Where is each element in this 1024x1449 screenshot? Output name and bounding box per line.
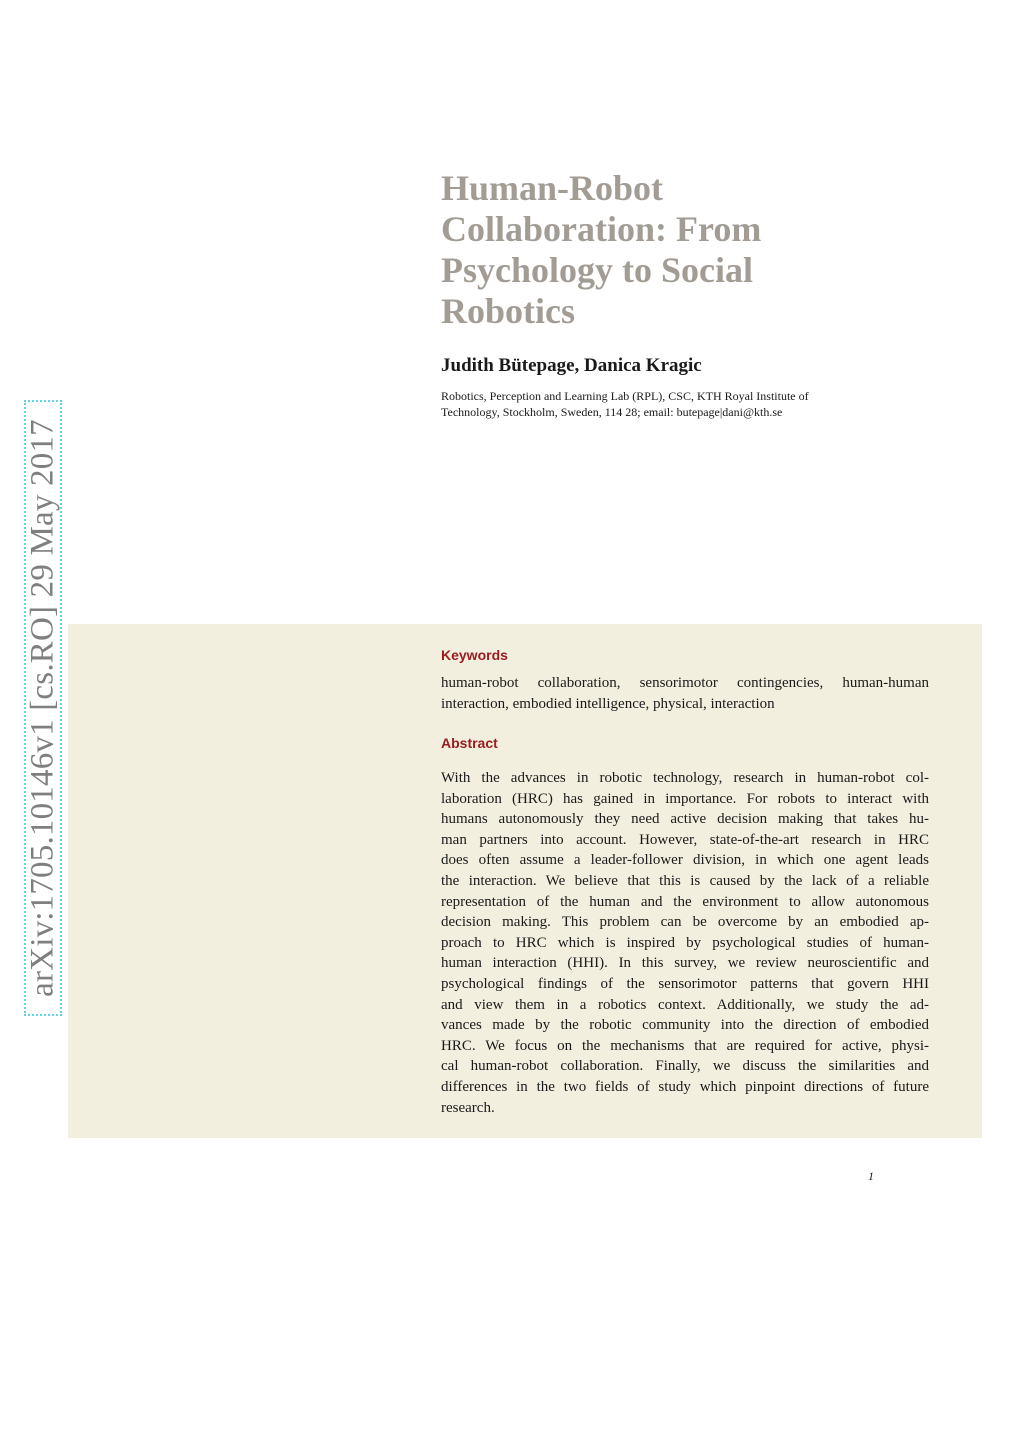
abstract-heading: Abstract [441,735,498,751]
abstract-line: laboration (HRC) has gained in importance. For robots to interact with [441,790,929,807]
abstract-line: human interaction (HHI). In this survey, we review neuroscientific and [441,955,929,972]
abstract-line: and view them in a robotics context. Additionally, we study the ad- [441,996,929,1013]
abstract-line: cal human-robot collaboration. Finally, we discuss the similarities and [441,1058,929,1075]
abstract-line: representation of the human and the environment to allow autonomous [441,893,929,910]
title-line: Collaboration: From [441,209,762,249]
keywords-text [441,673,929,714]
arxiv-identifier: arXiv:1705.10146v1 [cs.RO] 29 May 2017 [24,419,61,997]
abstract-line: psychological findings of the sensorimotor patterns that govern HHI [441,975,929,992]
affiliation-line: Robotics, Perception and Learning Lab (RPL), CSC, KTH Royal Institute of [441,389,809,403]
paper-title [441,168,861,332]
abstract-line: does often assume a leader-follower division, in which one agent leads [441,852,929,869]
title-line: Psychology to Social [441,250,753,290]
abstract-line: proach to HRC which is inspired by psychological studies of human- [441,934,929,951]
page-number: 1 [868,1169,874,1183]
title-line: Robotics [441,291,575,331]
arxiv-stamp[interactable] [24,400,62,1016]
keywords-line: human-robot collaboration, sensorimotor contingencies, human-human [441,675,929,691]
keywords-line: interaction, embodied intelligence, physical, interaction [441,695,775,712]
abstract-text [441,768,929,1118]
affiliation [441,388,921,420]
keywords-heading: Keywords [441,647,508,663]
abstract-line: vances made by the robotic community into the direction of embodied [441,1017,929,1034]
abstract-line: man partners into account. However, state-of-the-art research in HRC [441,831,929,848]
abstract-line: decision making. This problem can be overcome by an embodied ap- [441,914,929,931]
abstract-line: the interaction. We believe that this is caused by the lack of a reliable [441,872,929,889]
title-line: Human-Robot [441,168,664,208]
affiliation-line: Technology, Stockholm, Sweden, 114 28; email: butepage|dani@kth.se [441,405,783,419]
abstract-line: research. [441,1099,495,1116]
authors: Judith Bütepage, Danica Kragic [441,355,702,376]
abstract-line: With the advances in robotic technology, research in human-robot col- [441,770,929,786]
abstract-line: differences in the two fields of study which pinpoint directions of future [441,1078,929,1095]
abstract-line: HRC. We focus on the mechanisms that are required for active, physi- [441,1037,929,1054]
abstract-line: humans autonomously they need active decision making that takes hu- [441,811,929,828]
